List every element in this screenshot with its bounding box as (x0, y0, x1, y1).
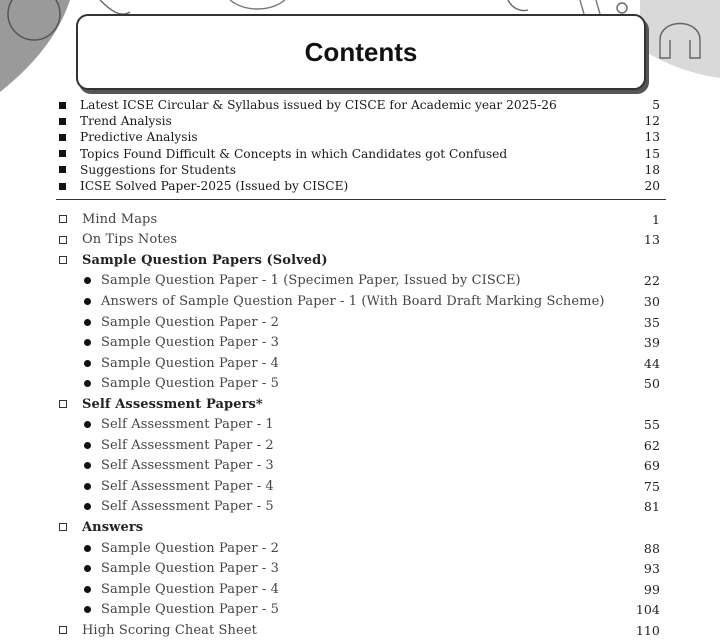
page-number: 62 (643, 437, 660, 453)
entry-title: Sample Question Paper - 3 (101, 561, 279, 577)
list-item (56, 146, 666, 162)
page-number: 35 (643, 314, 660, 330)
entry-title: Topics Found Difficult & Concepts in which Candidates got Confused (80, 146, 508, 161)
page-number: 13 (644, 130, 660, 145)
page-number: 1 (651, 211, 660, 227)
entry-title: Sample Question Papers (Solved) (82, 252, 328, 268)
page-number: 88 (643, 540, 660, 556)
entry-title: Sample Question Paper - 5 (101, 376, 279, 392)
entry-title: Sample Question Paper - 3 (101, 335, 279, 351)
page-number: 75 (643, 478, 660, 494)
contents-title-box (76, 14, 646, 90)
square-bullet-icon (59, 118, 66, 125)
round-bullet-icon (84, 421, 91, 428)
list-item (56, 456, 666, 477)
list-item (56, 353, 666, 374)
list-item (56, 414, 666, 435)
checkbox-bullet-icon (59, 215, 67, 223)
round-bullet-icon (84, 339, 91, 346)
square-bullet-icon (59, 134, 66, 141)
entry-title: On Tips Notes (82, 232, 178, 248)
entry-title: Predictive Analysis (80, 130, 198, 145)
page-number: 110 (635, 622, 660, 638)
round-bullet-icon (84, 360, 91, 367)
list-item (56, 291, 666, 312)
list-item (56, 271, 666, 292)
page-number: 39 (643, 335, 660, 351)
list-item (56, 312, 666, 333)
list-item (56, 162, 666, 178)
entry-title: Self Assessment Paper - 4 (101, 478, 274, 494)
round-bullet-icon (84, 462, 91, 469)
round-bullet-icon (84, 565, 91, 572)
page-number: 18 (644, 162, 660, 177)
list-item (56, 476, 666, 497)
page-title: Contents (304, 36, 418, 67)
list-item (56, 230, 666, 251)
page-number: 50 (643, 376, 660, 392)
checkbox-bullet-icon (59, 626, 67, 634)
list-item (56, 435, 666, 456)
divider (56, 199, 666, 200)
round-bullet-icon (84, 298, 91, 305)
entry-title: Answers (82, 519, 144, 535)
list-item (56, 178, 666, 194)
round-bullet-icon (84, 442, 91, 449)
entry-title: Sample Question Paper - 4 (101, 355, 279, 371)
page-number: 5 (652, 98, 660, 113)
entry-title: Self Assessment Paper - 3 (101, 458, 274, 474)
list-item (56, 332, 666, 353)
square-bullet-icon (59, 150, 66, 157)
page-number: 69 (643, 458, 660, 474)
contents-list (56, 209, 666, 640)
preliminary-list (56, 97, 666, 194)
entry-title: Sample Question Paper - 4 (101, 581, 279, 597)
square-bullet-icon (59, 183, 66, 190)
plant-sketch-icon (508, 0, 528, 11)
page-number: 81 (643, 499, 660, 515)
list-item (56, 579, 666, 600)
list-item (56, 620, 666, 641)
page-number: 12 (644, 114, 660, 129)
list-item (56, 599, 666, 620)
entry-title: Sample Question Paper - 2 (101, 314, 279, 330)
entry-title: Mind Maps (82, 211, 158, 227)
lamp-sketch-icon (580, 0, 600, 14)
checkbox-bullet-icon (59, 523, 67, 531)
page-number: 20 (644, 179, 660, 194)
entry-title: Sample Question Paper - 1 (Specimen Paper, Issued by CISCE) (101, 273, 521, 289)
entry-title: Suggestions for Students (80, 162, 237, 177)
checkbox-bullet-icon (59, 236, 67, 244)
entry-title: Latest ICSE Circular & Syllabus issued by CISCE for Academic year 2025-26 (80, 98, 557, 113)
round-bullet-icon (84, 319, 91, 326)
entry-title: Self Assessment Paper - 5 (101, 499, 274, 515)
entry-title: Self Assessment Papers* (82, 396, 263, 412)
round-bullet-icon (84, 277, 91, 284)
page-number: 13 (643, 232, 660, 248)
page-number: 44 (643, 355, 660, 371)
list-item (56, 373, 666, 394)
list-item (56, 558, 666, 579)
gray-blob-right (640, 0, 720, 78)
page-number: 104 (635, 602, 660, 618)
square-bullet-icon (59, 166, 66, 173)
list-item (56, 538, 666, 559)
square-bullet-icon (59, 102, 66, 109)
checkbox-bullet-icon (59, 400, 67, 408)
round-bullet-icon (84, 606, 91, 613)
round-bullet-icon (84, 483, 91, 490)
list-item (56, 209, 666, 230)
entry-title: ICSE Solved Paper-2025 (Issued by CISCE) (80, 179, 349, 194)
checkbox-bullet-icon (59, 256, 67, 264)
page-number: 22 (643, 273, 660, 289)
entry-title: Answers of Sample Question Paper - 1 (With Board Draft Marking Scheme) (101, 293, 605, 309)
page-number: 99 (643, 581, 660, 597)
section-heading (56, 517, 666, 538)
entry-title: High Scoring Cheat Sheet (82, 622, 257, 638)
page-number: 55 (643, 417, 660, 433)
round-bullet-icon (84, 586, 91, 593)
bulb-sketch-icon (617, 3, 627, 13)
list-item (56, 497, 666, 518)
section-heading (56, 394, 666, 415)
round-bullet-icon (84, 380, 91, 387)
entry-title: Self Assessment Paper - 1 (101, 417, 274, 433)
page-number: 30 (643, 293, 660, 309)
entry-title: Sample Question Paper - 2 (101, 540, 279, 556)
section-heading (56, 250, 666, 271)
page-number: 15 (644, 146, 660, 161)
entry-title: Sample Question Paper - 5 (101, 602, 279, 618)
list-item (56, 113, 666, 129)
entry-title: Trend Analysis (80, 114, 172, 129)
sketch-line-icon (100, 0, 130, 14)
round-bullet-icon (84, 545, 91, 552)
round-bullet-icon (84, 503, 91, 510)
list-item (56, 129, 666, 145)
list-item (56, 97, 666, 113)
page-number: 93 (643, 561, 660, 577)
globe-sketch-icon (230, 0, 285, 9)
entry-title: Self Assessment Paper - 2 (101, 437, 274, 453)
